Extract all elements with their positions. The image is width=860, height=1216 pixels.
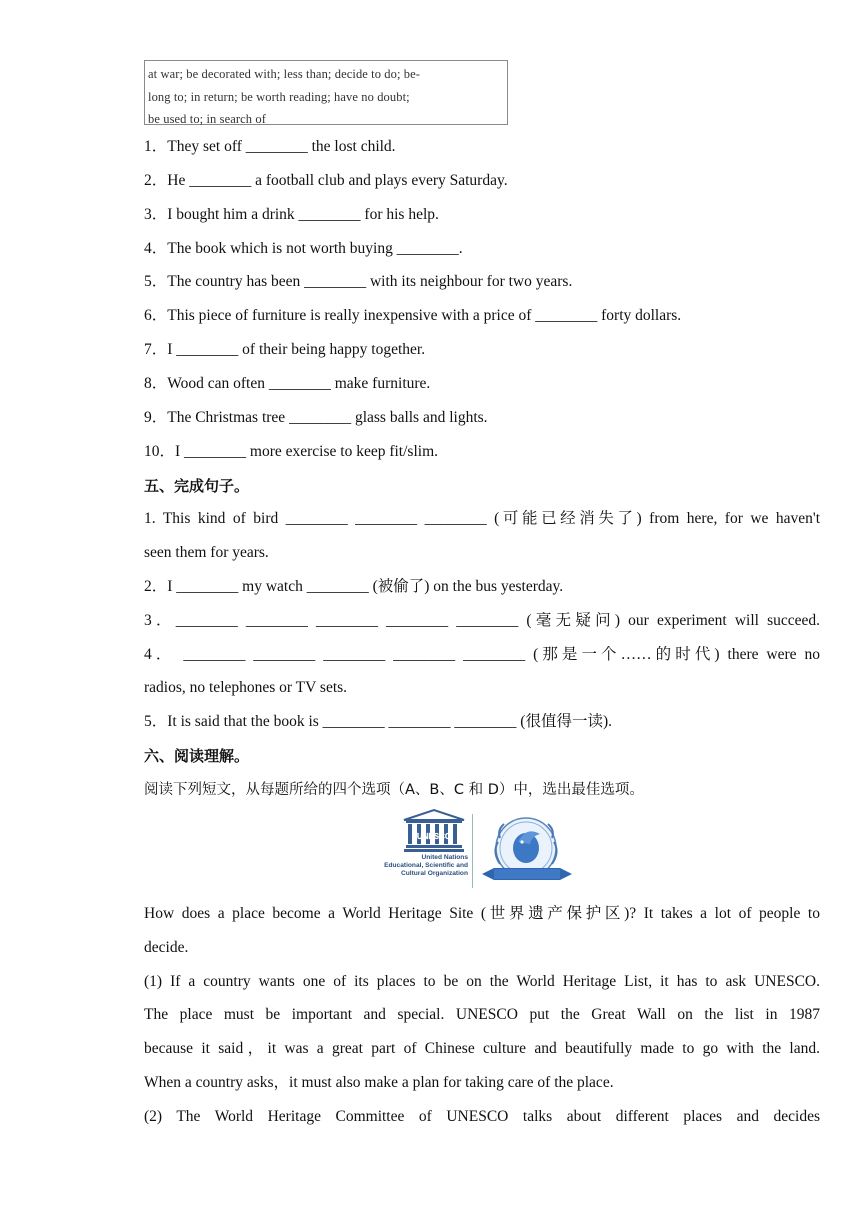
peace-emblem-logo (476, 808, 578, 890)
sentence-item: 1. This kind of bird ________ ________ ________ (可能已经消失了) from here, for we haven't (144, 510, 820, 527)
reading-instruction: 阅读下列短文，从每题所给的四个选项（A、B、C 和 D）中，选出最佳选项。 (144, 782, 644, 798)
exercise-item: 5．The country has been ________ with its neighbour for two years. (144, 273, 573, 290)
passage-line: The place must be important and special. UNESCO put the Great Wall on the list in 1987 (144, 1006, 820, 1023)
sentence-item: 2．I ________ my watch ________ (被偷了) on the bus yesterday. (144, 578, 564, 595)
svg-text:UNESCO: UNESCO (416, 832, 452, 841)
section-heading-reading: 六、阅读理解。 (144, 747, 250, 765)
word-bank-line: long to; in return; be worth reading; have no doubt; (148, 89, 410, 104)
passage-line: How does a place become a World Heritage Site (世界遗产保护区)? It takes a lot of people to (144, 905, 820, 922)
exercise-item: 9．The Christmas tree ________ glass balls and lights. (144, 409, 488, 426)
unesco-caption: United Nations Educational, Scientific and Cultural Organization (384, 854, 468, 877)
passage-line: (2) The World Heritage Committee of UNESCO talks about different places and decides (144, 1108, 820, 1125)
unesco-logo (362, 808, 470, 890)
unesco-logos (362, 808, 578, 890)
logo-divider (472, 814, 473, 888)
sentence-item: 4． ________ ________ ________ ________ ________ (那是一个……的时代) there were no (144, 646, 820, 663)
passage-line: (1) If a country wants one of its places to be on the World Heritage List, it has to ask UNESCO. (144, 973, 820, 990)
passage-line: When a country asks，it must also make a plan for taking care of the place. (144, 1074, 614, 1091)
dove-emblem-icon (476, 808, 578, 890)
exercise-item: 8．Wood can often ________ make furniture. (144, 375, 431, 392)
exercise-item: 4．The book which is not worth buying ________. (144, 240, 463, 257)
sentence-item: 3．________ ________ ________ ________ ________ (毫无疑问) our experiment will succeed. (144, 612, 820, 629)
word-bank-line: be used to; in search of (148, 112, 266, 126)
passage-line: because it said，it was a great part of Chinese culture and beautifully made to go with the land. (144, 1040, 820, 1057)
passage-line: decide. (144, 939, 189, 956)
section-heading-complete-sentences: 五、完成句子。 (144, 477, 250, 495)
exercise-item: 10．I ________ more exercise to keep fit/slim. (144, 443, 439, 460)
word-bank-box (144, 60, 508, 125)
exercise-item: 2．He ________ a football club and plays every Saturday. (144, 172, 508, 189)
unesco-temple-icon (362, 808, 470, 854)
exercise-item: 3．I bought him a drink ________ for his help. (144, 206, 439, 223)
sentence-item-continuation: radios, no telephones or TV sets. (144, 679, 348, 696)
exercise-item: 1．They set off ________ the lost child. (144, 138, 396, 155)
word-bank-line: at war; be decorated with; less than; decide to do; be- (148, 67, 421, 81)
sentence-item-continuation: seen them for years. (144, 544, 269, 561)
sentence-item: 5．It is said that the book is ________ ________ ________ (很值得一读). (144, 713, 612, 730)
exercise-item: 6．This piece of furniture is really inexpensive with a price of ________ forty dollars. (144, 307, 682, 324)
exercise-item: 7．I ________ of their being happy together. (144, 341, 426, 358)
